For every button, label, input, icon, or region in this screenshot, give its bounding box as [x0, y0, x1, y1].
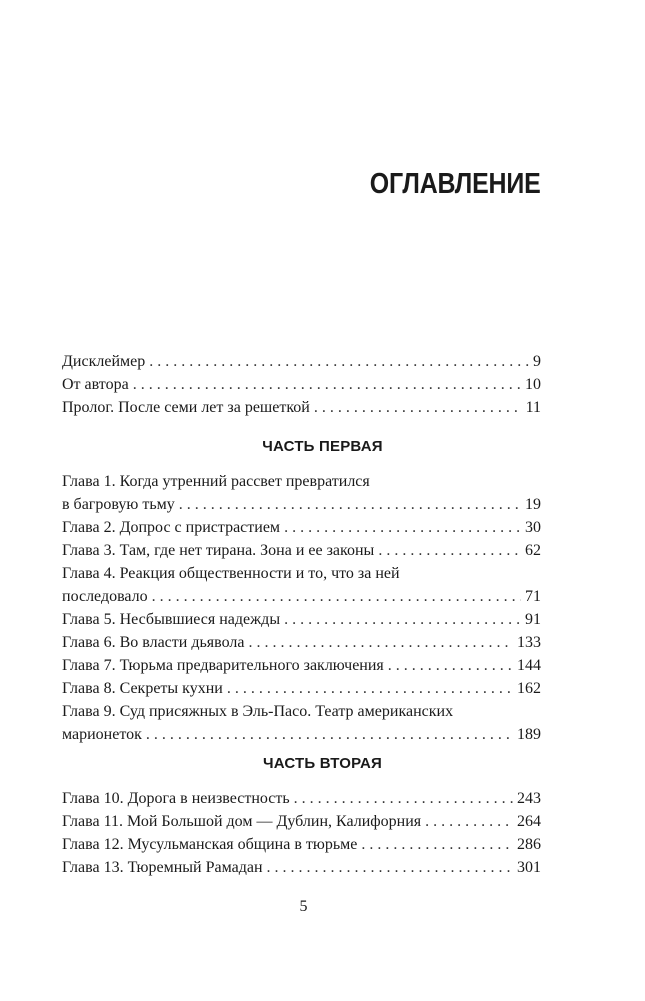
- page-number: 62: [525, 542, 541, 559]
- page-number: 11: [525, 399, 541, 416]
- part-one-heading: ЧАСТЬ ПЕРВАЯ: [262, 438, 383, 455]
- dot-leader: [248, 631, 513, 654]
- toc-entry[interactable]: [62, 654, 541, 677]
- page-number: 264: [517, 813, 541, 830]
- toc-entry[interactable]: [62, 833, 541, 856]
- entry-title-first-line: Глава 9. Суд присяжных в Эль-Пасо. Театр американских: [62, 703, 454, 720]
- page-number: 189: [517, 726, 541, 743]
- entry-title: в багровую тьму: [62, 496, 175, 513]
- page-number: 71: [525, 588, 541, 605]
- dot-leader: [179, 493, 521, 516]
- dot-leader: [133, 373, 521, 396]
- toc-entry[interactable]: [62, 787, 541, 810]
- page-number: 91: [525, 611, 541, 628]
- dot-leader: [149, 350, 529, 373]
- page-number: 133: [517, 634, 541, 651]
- page-number: 10: [525, 376, 541, 393]
- dot-leader: [425, 810, 513, 833]
- dot-leader: [314, 396, 522, 419]
- entry-title: Глава 3. Там, где нет тирана. Зона и ее законы: [62, 542, 375, 559]
- dot-leader: [152, 585, 521, 608]
- dot-leader: [146, 723, 513, 746]
- toc-entry[interactable]: [62, 373, 541, 396]
- dot-leader: [361, 833, 513, 856]
- entry-title: Глава 7. Тюрьма предварительного заключения: [62, 657, 384, 674]
- dot-leader: [388, 654, 513, 677]
- page-folio-number: 5: [299, 898, 308, 915]
- page-number: 30: [525, 519, 541, 536]
- toc-front-matter: [62, 350, 541, 419]
- entry-title: Глава 2. Допрос с пристрастием: [62, 519, 281, 536]
- toc-entry[interactable]: [62, 856, 541, 879]
- dot-leader: [294, 787, 513, 810]
- page-title: ОГЛАВЛЕНИЕ: [370, 168, 541, 200]
- entry-title: Глава 6. Во власти дьявола: [62, 634, 245, 651]
- entry-title: Глава 13. Тюремный Рамадан: [62, 859, 263, 876]
- toc-entry[interactable]: [62, 631, 541, 654]
- page-number: 286: [517, 836, 541, 853]
- toc-entry[interactable]: [62, 539, 541, 562]
- toc-entry[interactable]: [62, 470, 541, 516]
- entry-title: последовало: [62, 588, 148, 605]
- dot-leader: [284, 608, 521, 631]
- toc-entry[interactable]: [62, 700, 541, 746]
- page-number: 9: [533, 353, 541, 370]
- toc-entry[interactable]: [62, 677, 541, 700]
- toc-entry[interactable]: [62, 350, 541, 373]
- dot-leader: [267, 856, 513, 879]
- entry-title-first-line: Глава 1. Когда утренний рассвет превратился: [62, 473, 370, 490]
- dot-leader: [227, 677, 513, 700]
- toc-entry[interactable]: [62, 608, 541, 631]
- page-number: 301: [517, 859, 541, 876]
- entry-title: Глава 12. Мусульманская община в тюрьме: [62, 836, 358, 853]
- toc-entry[interactable]: [62, 810, 541, 833]
- toc-part-one: [62, 470, 541, 746]
- page-number: 19: [525, 496, 541, 513]
- toc-part-two: [62, 787, 541, 879]
- entry-title: Глава 5. Несбывшиеся надежды: [62, 611, 281, 628]
- entry-title: Дисклеймер: [62, 353, 146, 370]
- page-number: 162: [517, 680, 541, 697]
- page-number: 243: [517, 790, 541, 807]
- toc-entry[interactable]: [62, 562, 541, 608]
- dot-leader: [284, 516, 521, 539]
- entry-title-first-line: Глава 4. Реакция общественности и то, что за ней: [62, 565, 400, 582]
- entry-title: От автора: [62, 376, 129, 393]
- toc-entry[interactable]: [62, 396, 541, 419]
- entry-title: Пролог. После семи лет за решеткой: [62, 399, 310, 416]
- dot-leader: [378, 539, 521, 562]
- entry-title: Глава 10. Дорога в неизвестность: [62, 790, 290, 807]
- entry-title: Глава 8. Секреты кухни: [62, 680, 223, 697]
- entry-title: Глава 11. Мой Большой дом — Дублин, Калифорния: [62, 813, 422, 830]
- entry-title: марионеток: [62, 726, 142, 743]
- toc-entry[interactable]: [62, 516, 541, 539]
- page-number: 144: [517, 657, 541, 674]
- part-two-heading: ЧАСТЬ ВТОРАЯ: [263, 755, 382, 772]
